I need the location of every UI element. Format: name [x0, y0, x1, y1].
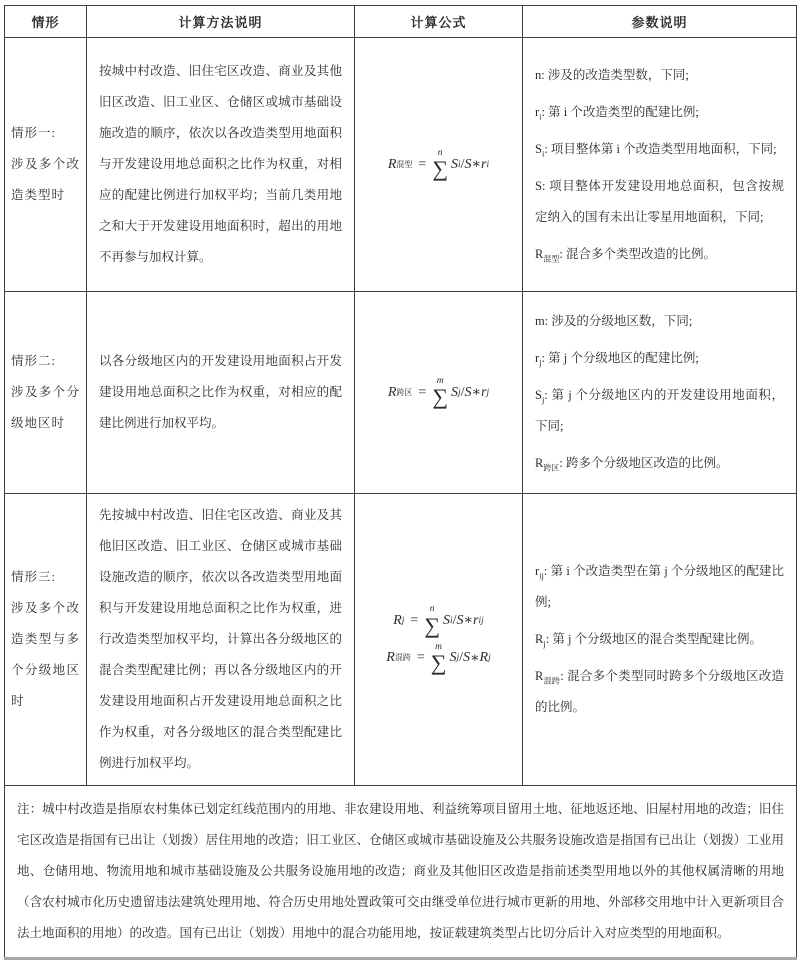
header-params: 参数说明 [523, 6, 797, 38]
calculation-method-table [4, 5, 797, 960]
case1-params-cell [523, 38, 797, 292]
case2-title: 情形二: [11, 354, 56, 368]
equals-sign: = [418, 156, 427, 172]
case3-params-cell [523, 494, 797, 786]
param-line: $R_{跨区}$: 跨多个分级地区改造的比例。 [535, 456, 729, 473]
header-formula: 计算公式 [355, 6, 523, 38]
footnote-cell [5, 786, 797, 959]
case2-method-cell [87, 292, 355, 494]
param-line: $r_i$: 第 i 个改造类型的配建比例; [535, 104, 699, 121]
header-method: 计算方法说明 [87, 6, 355, 38]
equals-sign: = [416, 650, 425, 666]
equals-sign: = [418, 384, 427, 400]
case1-formula-cell [355, 38, 523, 292]
summation-symbol: m ∑ [430, 641, 447, 675]
param-line: $R_{混跨}$: 混合多个类型同时跨多个分级地区改造的比例。 [535, 669, 785, 714]
case1-method-cell [87, 38, 355, 292]
formula-r-mixed-type: R 混型 = n ∑ S i / S ∗ r i [387, 147, 490, 182]
footnote-text: 注：城中村改造是指原农村集体已划定红线范围内的用地、非农建设用地、利益统筹项目留用土地、征地返还地、旧屋村用地的改造；旧住宅区改造是指国有已出让（划拨）居住用地的改造；旧工业区、仓储区或城市基础设施及公共服务设施改造是指国有已出让（划拨）工业用地、仓储用地、物流用地和城市基础设施及公共服务设施用地的改造；商业及其他旧区改造是指前述类型用地以外的其他权属清晰的用地（含农村城市化历史遗留违法建筑处理用地、符合历史用地处置政策可交由继受单位进行城市更新的用地、外部移交用地中计入更新项目合法土地面积的用地）的改造。国有已出让（划拨）用地中的混合功能用地，按证载建筑类型占比切分后计入对应类型的用地面积。 [17, 802, 784, 940]
formula-r-mixed-cross: R 混跨 = m ∑ S j / S ∗ R j [386, 641, 491, 675]
param-line: $S_i$: 项目整体第 i 个改造类型用地面积，下同; [535, 141, 777, 158]
summation-symbol: m ∑ [432, 375, 448, 410]
param-line: n: 涉及的改造类型数，下同; [535, 67, 689, 82]
case1-subtitle: 涉及多个改造类型时 [11, 157, 80, 202]
param-line: $r_j$: 第 j 个分级地区的配建比例; [535, 351, 699, 368]
summation-symbol: n ∑ [424, 604, 440, 638]
header-situation: 情形 [5, 6, 87, 38]
table-row-case1 [5, 38, 797, 292]
case2-formula-cell [355, 292, 523, 494]
formula-stack [357, 605, 520, 674]
param-line: $S_j$: 第 j 个分级地区内的开发建设用地面积，下同; [535, 388, 784, 433]
case2-situation-cell [5, 292, 87, 494]
case1-method-text: 按城中村改造、旧住宅区改造、商业及其他旧区改造、旧工业区、仓储区或城市基础设施改造的顺序，依次以各改造类型用地面积与开发建设用地总面积之比作为权重，对相应的配建比例进行加权平均；当前几类用地之和大于开发建设用地面积时，超出的用地不再参与加权计算。 [99, 64, 342, 264]
case3-title: 情形三: [11, 570, 56, 584]
param-line: $R_j$: 第 j 个分级地区的混合类型配建比例。 [535, 632, 763, 649]
case1-title: 情形一: [11, 126, 56, 140]
param-line: m: 涉及的分级地区数，下同; [535, 314, 693, 328]
case3-formula-cell [355, 494, 523, 786]
case2-params-cell [523, 292, 797, 494]
param-line: $R_{混型}$: 混合多个类型改造的比例。 [535, 246, 716, 263]
case3-situation-cell [5, 494, 87, 786]
equals-sign: = [410, 612, 419, 628]
param-line: S: 项目整体开发建设用地总面积，包含按规定纳入的国有未出让零星用地面积，下同; [535, 178, 784, 224]
case2-method-text: 以各分级地区内的开发建设用地面积占开发建设用地总面积之比作为权重，对相应的配建比例进行加权平均。 [99, 354, 342, 430]
table-header-row [5, 6, 797, 38]
summation-symbol: n ∑ [432, 147, 448, 182]
case2-subtitle: 涉及多个分级地区时 [11, 385, 80, 430]
case1-situation-cell [5, 38, 87, 292]
table-row-case3 [5, 494, 797, 786]
table-row-note [5, 786, 797, 959]
case3-method-text: 先按城中村改造、旧住宅区改造、商业及其他旧区改造、旧工业区、仓储区或城市基础设施改造的顺序，依次以各改造类型用地面积与开发建设用地总面积之比作为权重，进行改造类型加权平均，计算出各分级地区的混合类型配建比例；再以各分级地区内的开发建设用地面积占开发建设用地总面积之比作为权重，对各分级地区的混合类型配建比例进行加权平均。 [99, 508, 342, 770]
case3-subtitle: 涉及多个改造类型与多个分级地区时 [11, 601, 80, 708]
case3-method-cell [87, 494, 355, 786]
formula-r-j: R j = n ∑ S i / S ∗ r ij [393, 604, 484, 638]
table-row-case2 [5, 292, 797, 494]
param-line: $r_{ij}$: 第 i 个改造类型在第 j 个分级地区的配建比例; [535, 564, 784, 609]
formula-r-cross-district: R 跨区 = m ∑ S j / S ∗ r j [387, 375, 490, 410]
